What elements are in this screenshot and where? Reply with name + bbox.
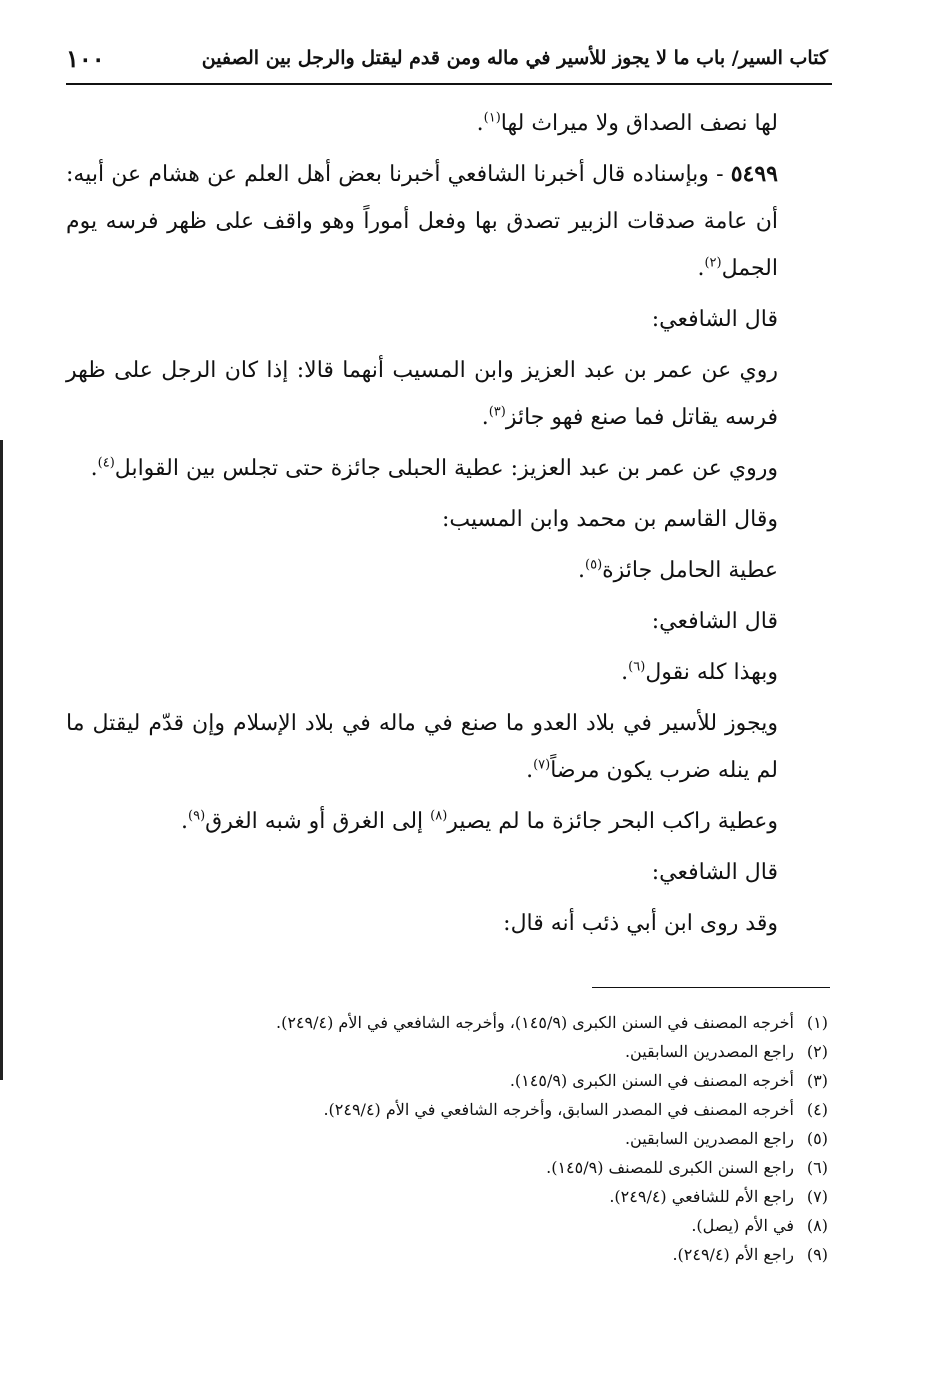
speaker-heading: قال الشافعي: [651,307,778,332]
speaker-heading: قال الشافعي: [651,609,778,634]
footnote-text: أخرجه المصنف في السنن الكبرى (١٤٥/٩)، وأخرجه الشافعي في الأم (٢٤٩/٤). [276,1013,794,1032]
footnote-marker: (١) [806,1013,828,1032]
footnote [66,1095,828,1124]
footnote-ref: (٦) [628,659,646,675]
paragraph: وقال القاسم بن محمد وابن المسيب: [441,507,778,532]
footnote-ref: (٩) [188,808,206,824]
footnote-marker: (٦) [806,1158,828,1177]
paragraph: وبهذا كله نقول$^{(٦)}$. [621,659,778,685]
speaker-heading: قال الشافعي: [651,860,778,885]
footnote-text: في الأم (يصل). [691,1216,794,1235]
footnote-ref: (٧) [533,757,551,773]
footnote-marker: (٢) [806,1042,828,1061]
paragraph: عطية الحامل جائزة$^{(٥)}$. [578,557,778,583]
footnote-marker: (٩) [806,1245,828,1264]
paragraph: لها نصف الصداق ولا ميراث لها$^{(١)}$. [476,110,778,136]
footnote [66,1240,828,1269]
footnote-marker: (٧) [806,1187,828,1206]
footnote [66,1066,828,1095]
footnote-text: راجع الأم للشافعي (٢٤٩/٤). [609,1187,794,1206]
paragraph: وروي عن عمر بن عبد العزيز: عطية الحبلى جائزة حتى تجلس بين القوابل$^{(٤)}$. [90,455,778,481]
footnote-separator [592,987,830,988]
footnote-ref: (٥) [585,557,603,573]
footnote-marker: (٤) [806,1100,828,1119]
running-title: كتاب السير/ باب ما لا يجوز للأسير في ماله ومن قدم ليقتل والرجل بين الصفين [201,47,828,69]
page-number: ١٠٠ [66,43,105,73]
footnotes [66,1008,828,1269]
footnote-marker: (٨) [806,1216,828,1235]
header-rule [66,83,832,85]
footnote-text: راجع السنن الكبرى للمصنف (١٤٥/٩). [546,1158,794,1177]
footnote [66,1008,828,1037]
footnote-text: راجع المصدرين السابقين. [624,1042,794,1061]
footnote [66,1153,828,1182]
main-text [66,100,828,951]
footnote [66,1037,828,1066]
footnote-text: أخرجه المصنف في المصدر السابق، وأخرجه الشافعي في الأم (٢٤٩/٤). [323,1100,794,1119]
footnote-ref: (٤) [97,455,115,471]
paragraph: روي عن عمر بن عبد العزيز وابن المسيب أنهما قالا: إذا كان الرجل على ظهر فرسه يقاتل فما صنع فهو جائز$^{(٣)}$. [66,358,778,430]
footnote-ref: (٢) [704,255,722,271]
footnote-text: أخرجه المصنف في السنن الكبرى (١٤٥/٩). [509,1071,794,1090]
page-edge-shadow [0,440,3,1080]
footnote-ref: (١) [483,110,501,126]
footnote-marker: (٥) [806,1129,828,1148]
hadith-number: ٥٤٩٩ [730,161,778,187]
footnote-text: راجع المصدرين السابقين. [624,1129,794,1148]
footnote-ref: (٨) [430,808,448,824]
footnote-text: راجع الأم (٢٤٩/٤). [672,1245,794,1264]
footnote [66,1182,828,1211]
paragraph: ويجوز للأسير في بلاد العدو ما صنع في ماله في بلاد الإسلام وإن قدّم ليقتل ما لم ينله ضرب يكون مرضاً$^{(٧)}$. [66,711,778,783]
page-header [66,38,828,78]
numbered-paragraph: ٥٤٩٩ - وبإسناده قال أخبرنا الشافعي أخبرنا بعض أهل العلم عن هشام عن أبيه: أن عامة صدقات الزبير تصدق بها وفعل أموراً وهو واقف على ظهر فرسه يوم الجمل$^{(٢)}$. [66,161,778,281]
footnote [66,1211,828,1240]
paragraph: وعطية راكب البحر جائزة ما لم يصير$^{(٨)}$ إلى الغرق أو شبه الغرق$^{(٩)}$. [181,808,778,834]
footnote [66,1124,828,1153]
paragraph: وقد روى ابن أبي ذئب أنه قال: [503,911,778,936]
footnote-ref: (٣) [488,404,506,420]
footnote-marker: (٣) [806,1071,828,1090]
